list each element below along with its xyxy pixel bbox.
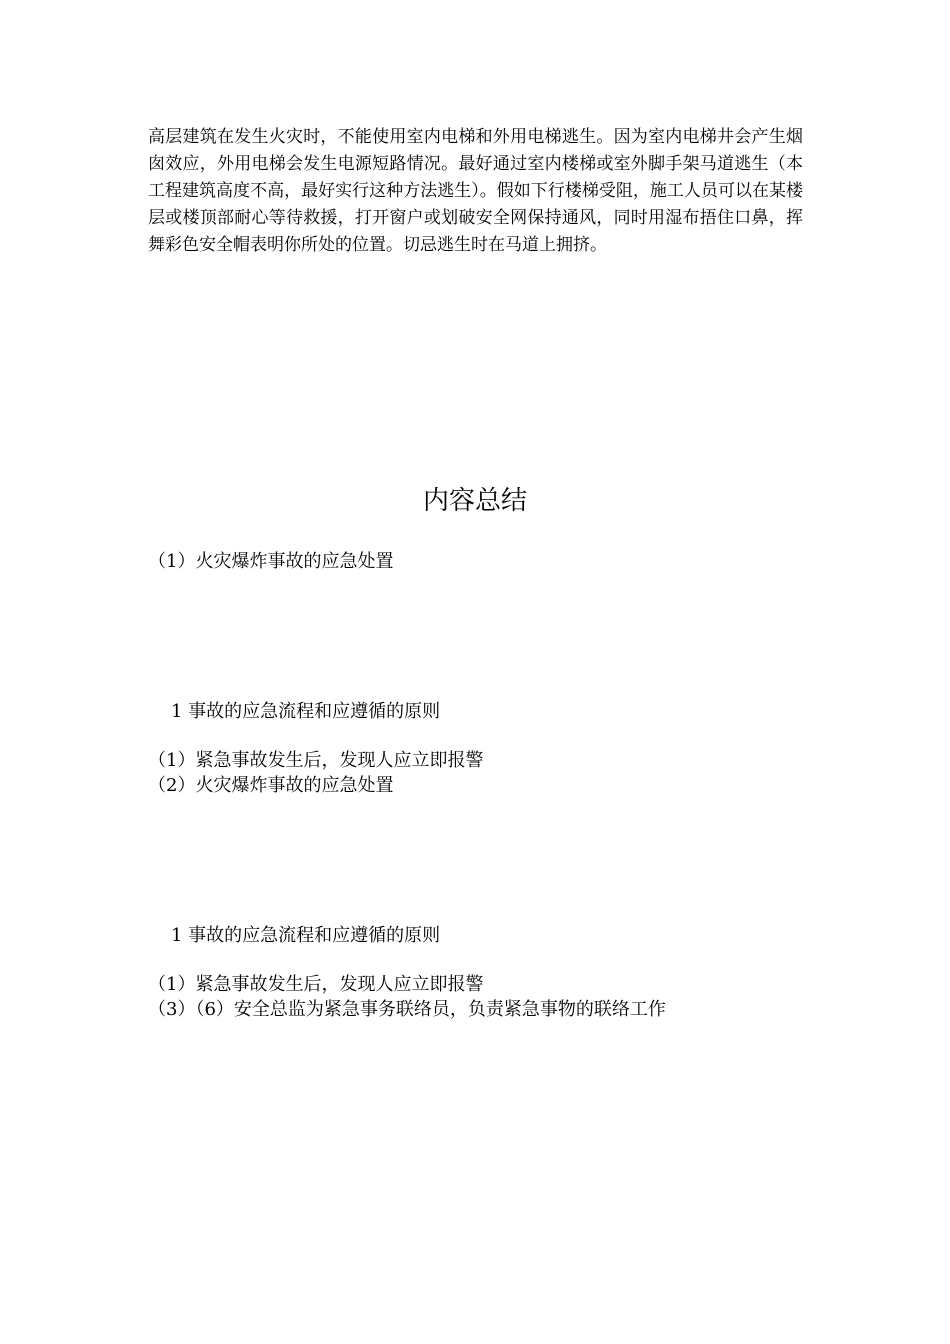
section-a-line-1: （1）紧急事故发生后，发现人应立即报警 <box>148 750 484 771</box>
section-b-heading: 1 事故的应急流程和应遵循的原则 <box>171 925 441 946</box>
section-b-line-1: （1）紧急事故发生后，发现人应立即报警 <box>148 974 484 995</box>
section-a-line-2: （2）火灾爆炸事故的应急处置 <box>148 775 394 796</box>
section-a-heading: 1 事故的应急流程和应遵循的原则 <box>171 701 441 722</box>
summary-title: 内容总结 <box>422 486 527 516</box>
intro-paragraph: 高层建筑在发生火灾时，不能使用室内电梯和外用电梯逃生。因为室内电梯井会产生烟囱效应，外用电梯会发生电源短路情况。最好通过室内楼梯或室外脚手架马道逃生（本工程建筑高度不高，最好实行这种方法逃生）。假如下行楼梯受阻，施工人员可以在某楼层或楼顶部耐心等待救援，打开窗户或划破安全网保持通风，同时用湿布捂住口鼻，挥舞彩色安全帽表明你所处的位置。切忌逃生时在马道上拥挤。 <box>148 127 803 255</box>
summary-item-1: （1）火灾爆炸事故的应急处置 <box>148 551 394 572</box>
section-b-line-2: （3）（6）安全总监为紧急事务联络员，负责紧急事物的联络工作 <box>148 999 666 1020</box>
